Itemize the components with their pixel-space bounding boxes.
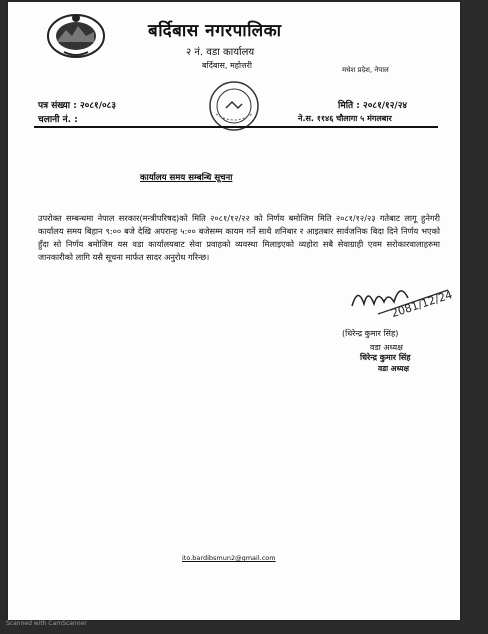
office-address: बर्दिबास, महोत्तरी xyxy=(202,61,252,70)
nepal-emblem-icon xyxy=(44,10,108,60)
handwritten-signature xyxy=(348,276,454,320)
reference-number: पत्र संख्या : २०८१/०८३ xyxy=(38,101,117,111)
office-stamp-icon xyxy=(208,80,260,132)
office-email-link[interactable]: ito.bardibsmun2@gmail.com xyxy=(182,554,276,562)
municipality-name: बर्दिबास नगरपालिका xyxy=(148,21,282,41)
notice-subject: कार्यालय समय सम्बन्धि सूचना xyxy=(140,173,233,183)
signatory-name-stamp: धिरेन्द्र कुमार सिंह xyxy=(360,353,411,362)
scanner-watermark: Scanned with CamScanner xyxy=(6,620,87,627)
ward-office-name: २ नं. वडा कार्यालय xyxy=(186,47,255,58)
dispatch-number: चलानी नं. : xyxy=(38,115,78,125)
document-page xyxy=(8,2,460,620)
signatory-name-typed: (धिरेन्द्र कुमार सिंह) xyxy=(342,329,399,338)
signature-date-text: 2081/12/24 xyxy=(389,288,454,320)
header-divider xyxy=(34,126,438,128)
notice-body: उपरोक्त सम्बन्धमा नेपाल सरकार(मन्त्रीपरिषद)को मिति २०८१/१२/२२ को निर्णय बमोजिम मिति २०८१/१२/२३ गतेबाट लागू हुनेगरी कार्यालय समय बिहान ९:०० बजे देखि अपरान्ह ५:०० बजेसम्म कायम गर्ने साथै शनिबार र आइतबार सार्वजनिक बिदा दिने निर्णय भएको हुँदा सो निर्णय बमोजिम यस वडा कार्यालयबाट सेवा प्रवाहको व्यवस्था मिलाइएको व्यहोरा सबै सेवाग्राही एवम सरोकारवालाहरुमा जानकारीको लागि यसै सूचना मार्फत सादर अनुरोध गरिन्छ। xyxy=(38,213,440,262)
signatory-title-typed: वडा अध्यक्ष xyxy=(370,343,403,352)
letter-date: मिति : २०८१/१२/२४ xyxy=(338,101,408,111)
signatory-title-stamp: वडा अध्यक्ष xyxy=(378,364,410,373)
nepal-sambat-date: ने.स. ११४६ चौलागा ५ मंगलबार xyxy=(298,114,392,123)
province-name: मधेश प्रदेश, नेपाल xyxy=(342,66,389,74)
